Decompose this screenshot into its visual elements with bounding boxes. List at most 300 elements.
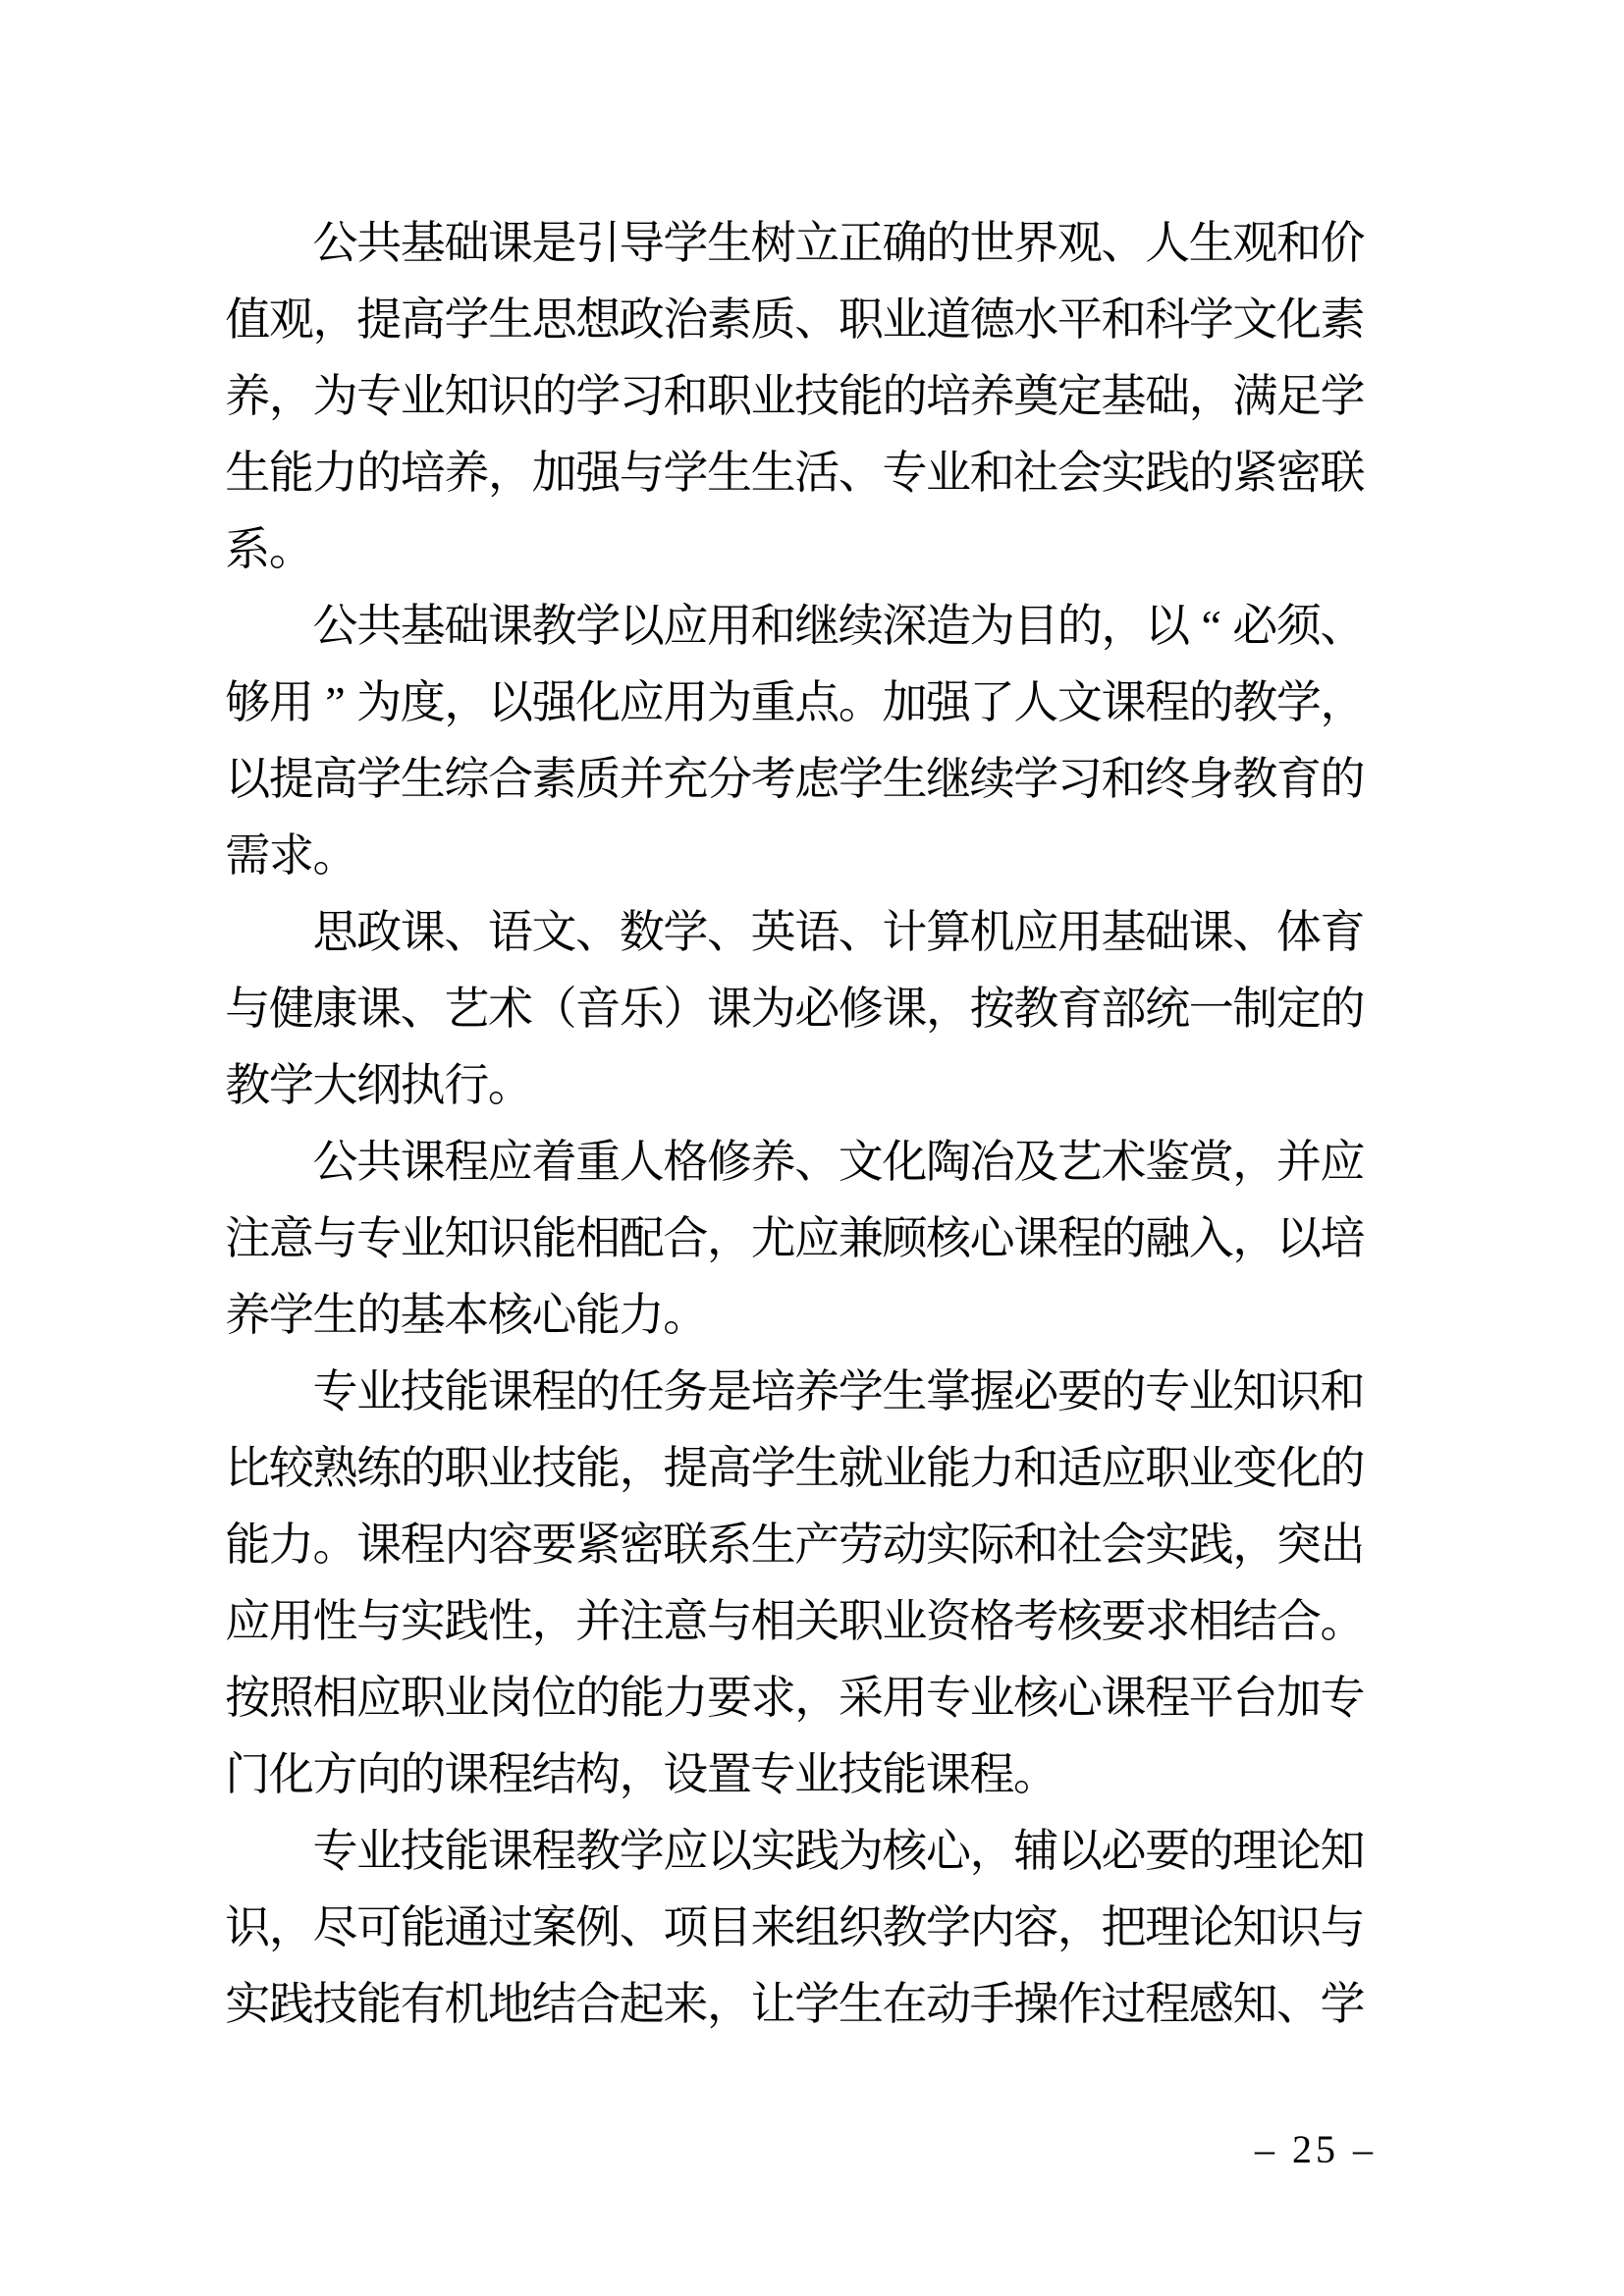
character-cell: 结 [531,1749,577,1799]
character-cell: 专 [926,1673,972,1723]
character-cell: 心 [1056,1673,1103,1723]
character-cell: 照 [268,1673,314,1723]
character-cell: 。 [312,830,358,881]
character-cell: 过 [487,1902,533,1952]
character-cell: 治 [663,294,709,345]
character-cell: 系 [707,1520,752,1570]
character-cell: 能 [882,1749,928,1799]
character-cell: 学 [1320,1979,1366,2029]
character-cell: 实 [225,1979,271,2029]
character-cell: 生 [487,294,533,345]
character-cell: 思 [531,294,577,345]
character-cell: 。 [268,524,314,574]
character-cell: 文 [1056,677,1103,727]
character-cell: 用 [882,1673,928,1723]
character-cell: 、 [619,1902,665,1952]
character-cell: ， [312,294,358,345]
character-cell: 生 [750,1520,796,1570]
character-cell: 感 [1188,1979,1234,2029]
character-cell: 来 [663,1979,709,2029]
character-cell: 和 [750,601,796,651]
character-cell: 职 [707,371,752,421]
character-cell: 养 [444,448,490,498]
character-cell: 、 [1275,1979,1322,2029]
character-cell: 的 [1320,984,1366,1034]
character-cell: 终 [1145,754,1191,804]
character-cell: 程 [1145,677,1191,727]
character-cell: 知 [1232,1366,1278,1416]
character-cell: 学 [619,1826,665,1876]
character-cell: 共 [356,601,403,651]
character-cell: 和 [1101,294,1147,345]
character-cell: 生 [794,1443,840,1493]
character-cell: 专 [356,371,403,421]
character-cell: 应 [794,1213,840,1263]
character-cell: ） [663,984,709,1034]
character-cell: 养 [969,371,1015,421]
character-cell: 社 [1013,448,1059,498]
text-line [226,511,1365,588]
character-cell: 生 [838,1979,884,2029]
character-cell: ， [487,448,533,498]
character-cell: 加 [882,677,928,727]
character-cell: 重 [750,677,796,727]
character-cell: 充 [663,754,709,804]
character-cell: 培 [750,1366,796,1416]
character-cell: 联 [1320,448,1366,498]
character-cell: 课 [356,984,403,1034]
character-cell: 英 [750,907,796,957]
character-cell: ， [1056,1902,1103,1952]
character-cell: 是 [706,1366,752,1416]
character-cell: 为 [838,1826,884,1876]
character-cell: 教 [1232,677,1278,727]
character-cell: 学 [268,1290,314,1340]
character-cell: 想 [575,294,622,345]
character-cell: 平 [1188,1673,1234,1723]
character-cell: 和 [663,371,709,421]
character-cell: 职 [838,294,884,345]
character-cell: 提 [268,754,314,804]
character-cell: 综 [444,754,490,804]
character-cell: 人 [1013,677,1059,727]
character-cell: 加 [1275,1673,1322,1723]
character-cell: 习 [619,371,665,421]
character-cell: 知 [444,371,490,421]
character-cell: 以 [619,601,665,651]
character-cell: 分 [707,754,752,804]
character-cell: ， [531,1596,577,1646]
character-cell: 能 [225,1520,271,1570]
character-cell: 及 [1013,1137,1059,1187]
character-cell: 教 [1013,984,1059,1034]
character-cell: 基 [1101,371,1147,421]
character-cell: 起 [619,1979,665,2029]
character-cell: ， [1232,1213,1278,1263]
character-cell: 生 [312,1290,358,1340]
character-cell: 课 [444,1749,490,1799]
character-cell: 行 [444,1060,490,1110]
character-cell: 文 [531,907,577,957]
character-cell: 为 [312,371,358,421]
character-cell: 公 [312,601,358,651]
character-cell: 的 [575,1366,622,1416]
character-cell: 置 [706,1749,752,1799]
character-cell: 素 [707,294,752,345]
character-cell: 求 [750,1673,796,1723]
character-cell: 学 [926,1902,972,1952]
character-cell: 化 [1275,1443,1322,1493]
character-cell: 设 [663,1749,709,1799]
character-cell: 能 [400,1902,446,1952]
character-cell: 密 [619,1520,665,1570]
character-cell: 课 [400,907,446,957]
character-cell: 地 [487,1979,533,2029]
character-cell: 识 [225,1902,271,1952]
character-cell: 践 [794,1826,840,1876]
character-cell: 人 [619,1137,665,1187]
character-cell: 基 [400,218,446,268]
character-cell: 意 [268,1213,314,1263]
character-cell: 核 [882,1826,928,1876]
character-cell: 课 [487,218,533,268]
character-cell: 的 [575,1673,622,1723]
character-cell: 基 [400,1290,446,1340]
character-cell: 生 [750,448,796,498]
character-cell: 和 [1320,1366,1366,1416]
text-line [226,358,1365,435]
character-cell: 高 [312,754,358,804]
character-cell: 生 [706,218,752,268]
character-cell: 需 [225,830,271,881]
text-line [226,1201,1365,1277]
character-cell: 正 [838,218,884,268]
character-cell: 业 [750,371,796,421]
character-cell: 紧 [1232,448,1278,498]
character-cell: 求 [268,830,314,881]
character-cell: 体 [1275,907,1322,957]
character-cell: 业 [969,1673,1015,1723]
character-cell: 力 [969,1443,1015,1493]
character-cell: 变 [1232,1443,1278,1493]
character-cell: 程 [1145,1979,1191,2029]
character-cell: 必 [794,984,840,1034]
character-cell: 学 [750,1443,796,1493]
character-cell: 动 [882,1520,928,1570]
character-cell: 过 [1101,1979,1147,2029]
character-cell: 教 [531,601,577,651]
character-cell: 必 [1101,1826,1147,1876]
character-cell: 语 [794,907,840,957]
character-cell: 术 [1101,1137,1147,1187]
character-cell: 养 [225,371,271,421]
character-cell: 础 [1145,907,1191,957]
character-cell: ” [325,677,346,727]
character-cell: 政 [619,294,665,345]
character-cell: 技 [400,1826,446,1876]
character-cell: 能 [356,1979,403,2029]
character-cell: 按 [969,984,1015,1034]
character-cell: 业 [926,448,972,498]
character-cell: 为 [750,984,796,1034]
character-cell: 基 [1101,907,1147,957]
character-cell: 能 [444,1826,490,1876]
character-cell: 够 [225,677,271,727]
character-cell: 学 [1013,754,1059,804]
character-cell: 合 [575,1979,622,2029]
character-cell: 构 [575,1749,622,1799]
text-line [226,894,1365,971]
character-cell: 素 [531,754,577,804]
character-cell: 融 [1145,1213,1191,1263]
character-cell: 案 [531,1902,577,1952]
character-cell: ， [707,1213,752,1263]
character-cell: 值 [225,294,271,345]
character-cell: 向 [356,1749,403,1799]
character-cell: 生 [400,754,446,804]
character-cell: 突 [1275,1520,1322,1570]
character-cell: 养 [225,1290,271,1340]
character-cell: 知 [444,1213,490,1263]
character-cell: 高 [400,294,446,345]
character-cell: 合 [663,1213,709,1263]
character-cell: 力 [268,1520,314,1570]
character-cell: 大 [312,1060,358,1110]
character-cell: 要 [707,1673,752,1723]
character-cell: 、 [794,294,840,345]
character-cell: ， [1101,601,1147,651]
character-cell: 识 [1275,1902,1322,1952]
character-cell: 共 [356,218,403,268]
character-cell: 专 [312,1366,358,1416]
character-cell: 比 [225,1443,271,1493]
text-line [226,205,1365,282]
character-cell: 课 [487,1826,533,1876]
character-cell: 让 [750,1979,796,2029]
character-cell: 。 [1012,1749,1058,1799]
character-cell: 培 [926,371,972,421]
character-cell: 业 [1188,1366,1234,1416]
text-line [226,1047,1365,1124]
character-cell: 应 [1320,1137,1366,1187]
character-cell: 满 [1232,371,1278,421]
character-cell: 、 [444,907,490,957]
character-cell: 力 [312,448,358,498]
character-cell: ， [926,984,972,1034]
text-line [226,971,1365,1047]
character-cell: 践 [444,1596,490,1646]
character-cell: 强 [926,677,972,727]
character-cell: 任 [619,1366,665,1416]
character-cell: 的 [1101,1366,1147,1416]
character-cell: 践 [1188,1520,1234,1570]
character-cell: 础 [444,218,490,268]
character-cell: 课 [1101,1673,1147,1723]
character-cell: 乐 [619,984,665,1034]
character-cell: 业 [1188,1443,1234,1493]
character-cell: 应 [1013,907,1059,957]
character-cell: 学 [1188,294,1234,345]
character-cell: 顾 [882,1213,928,1263]
character-cell: 尽 [312,1902,358,1952]
character-cell: 注 [619,1596,665,1646]
character-cell: 按 [225,1673,271,1723]
character-cell: 应 [1101,1443,1147,1493]
text-line [226,588,1365,665]
character-cell: 培 [400,448,446,498]
character-cell: 结 [1232,1596,1278,1646]
character-cell: 的 [1188,677,1234,727]
character-cell: 养 [750,1137,796,1187]
character-cell: 际 [969,1520,1015,1570]
character-cell: 的 [882,371,928,421]
character-cell: 育 [1320,907,1366,957]
character-cell: 执 [400,1060,446,1110]
character-cell: 性 [312,1596,358,1646]
character-cell: 须 [1275,601,1322,651]
character-cell: 联 [663,1520,709,1570]
character-cell: 能 [268,448,314,498]
character-cell: 用 [1056,907,1103,957]
character-cell: 重 [575,1137,622,1187]
character-cell: 识 [487,371,533,421]
character-cell: 生 [882,1366,928,1416]
character-cell: 学 [663,448,709,498]
character-cell: 在 [882,1979,928,2029]
character-cell: 力 [619,1290,665,1340]
character-cell: 赏 [1188,1137,1234,1187]
character-cell: 职 [1145,1443,1191,1493]
character-cell: ， [444,677,490,727]
character-cell: 引 [575,218,622,268]
character-cell: 学 [663,907,709,957]
character-cell: 核 [487,1290,533,1340]
character-cell: 动 [926,1979,972,2029]
character-cell: 业 [882,1443,928,1493]
character-cell: 本 [444,1290,490,1340]
character-cell: 业 [882,1596,928,1646]
character-cell: 与 [707,1596,752,1646]
character-cell: 础 [444,601,490,651]
character-cell: 冶 [969,1137,1015,1187]
character-cell: 鉴 [1145,1137,1191,1187]
character-cell: 课 [882,984,928,1034]
character-cell: 提 [356,294,403,345]
character-cell: 生 [1188,218,1234,268]
character-cell: 能 [926,1443,972,1493]
character-cell: 能 [444,1366,490,1416]
character-cell: 的 [1101,1213,1147,1263]
character-cell: 知 [1232,1979,1278,2029]
character-cell: 文 [1232,294,1278,345]
character-cell: 修 [706,1137,752,1187]
character-cell: 并 [1275,1137,1322,1187]
character-cell: 核 [1056,1596,1103,1646]
character-cell: 实 [1145,1520,1191,1570]
character-cell: 就 [838,1443,884,1493]
character-cell: 考 [750,754,796,804]
page-number: – 25 – [1255,2127,1377,2171]
character-cell: 虑 [794,754,840,804]
character-cell: 会 [1056,448,1103,498]
character-cell: 课 [707,984,752,1034]
character-cell: 奠 [1013,371,1059,421]
character-cell: 。 [487,1060,533,1110]
character-cell: 学 [794,1979,840,2029]
character-cell: 能 [619,1673,665,1723]
character-cell: 要 [1101,1596,1147,1646]
character-cell: 职 [400,1673,446,1723]
character-cell: 入 [1188,1213,1234,1263]
character-cell: 继 [794,601,840,651]
character-cell: 的 [1188,1826,1234,1876]
character-cell: 高 [707,1443,752,1493]
character-cell: 强 [575,448,622,498]
character-cell: 并 [619,754,665,804]
character-cell: 业 [444,1673,490,1723]
character-cell: 康 [312,984,358,1034]
character-cell: 造 [926,601,972,651]
character-cell: 密 [1275,448,1322,498]
character-cell: 较 [268,1443,314,1493]
character-cell: ， [794,1673,840,1723]
character-cell: 配 [619,1213,665,1263]
character-cell: 世 [969,218,1015,268]
character-cell: 应 [663,1826,709,1876]
character-cell: 践 [1145,448,1191,498]
character-cell: 练 [356,1443,403,1493]
character-cell: 专 [1320,1673,1366,1723]
character-cell: 德 [969,294,1015,345]
character-cell: 水 [1013,294,1059,345]
character-cell: 与 [225,984,271,1034]
character-cell: 用 [268,677,314,727]
character-cell: ， [1320,677,1366,727]
character-cell: 、 [1320,601,1366,651]
text-line [226,1277,1365,1354]
character-cell: 和 [1275,218,1322,268]
text-line [226,1966,1365,2043]
character-cell: 艺 [444,984,490,1034]
character-cell: 相 [750,1596,796,1646]
character-cell: 程 [969,1749,1015,1799]
character-cell: 核 [926,1213,972,1263]
character-cell: 实 [926,1520,972,1570]
character-cell: 术 [487,984,533,1034]
character-cell: 相 [1188,1596,1234,1646]
character-cell: 并 [575,1596,622,1646]
character-cell: 的 [531,371,577,421]
character-cell: 必 [1232,601,1278,651]
character-cell: 的 [1320,754,1366,804]
character-cell: 学 [575,601,622,651]
character-cell: 、 [1232,907,1278,957]
character-cell: 化 [882,1137,928,1187]
character-cell: 化 [575,677,622,727]
character-cell: 学 [268,1060,314,1110]
character-cell: 。 [1320,1596,1366,1646]
character-cell: 续 [969,754,1015,804]
character-cell: 程 [444,1137,490,1187]
character-cell: 程 [531,1366,577,1416]
character-cell: 人 [1145,218,1191,268]
character-cell: 理 [1145,1902,1191,1952]
character-cell: 生 [707,448,752,498]
character-cell: 定 [1275,984,1322,1034]
character-cell: 能 [838,371,884,421]
character-cell: 续 [838,601,884,651]
character-cell: 导 [619,218,665,268]
